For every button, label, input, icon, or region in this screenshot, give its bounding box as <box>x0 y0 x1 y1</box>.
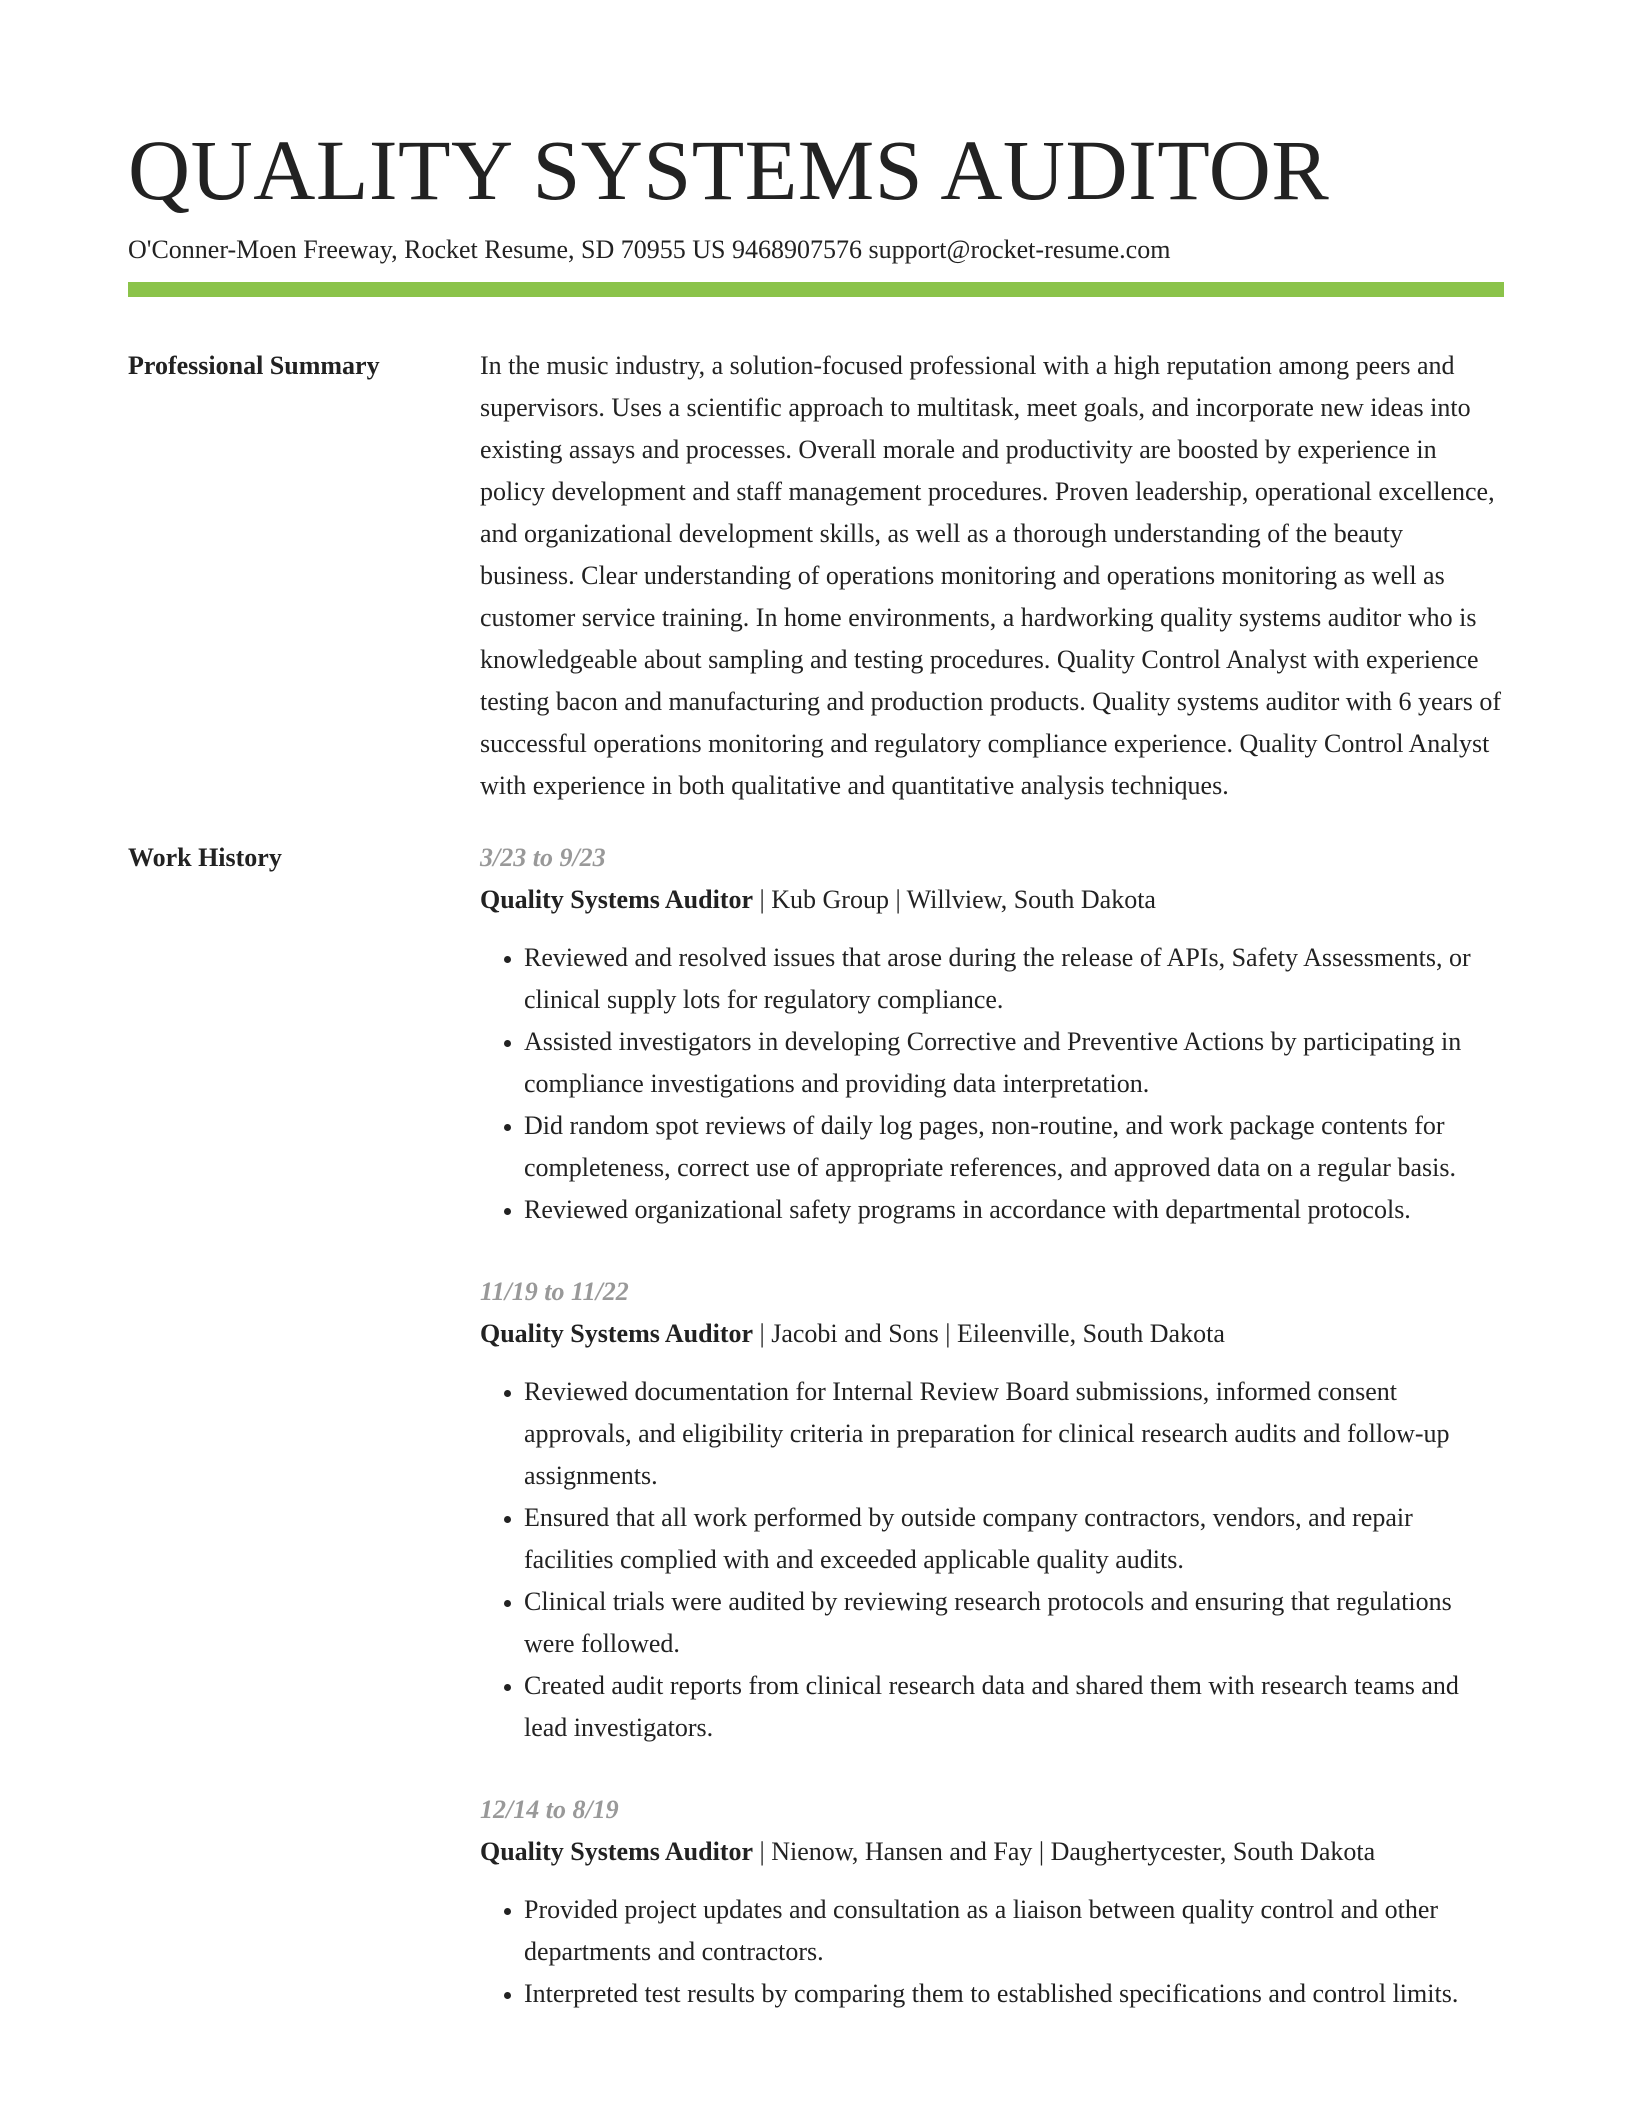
resume-name-heading: QUALITY SYSTEMS AUDITOR <box>128 122 1330 218</box>
job-title: Quality Systems Auditor <box>480 1319 754 1348</box>
job-heading <box>480 1313 1504 1355</box>
job-bullet-list <box>480 1889 1504 2015</box>
header-divider <box>128 282 1504 297</box>
job-bullet: • Interpreted test results by comparing them to established specifications and control limits. <box>524 1973 1504 2015</box>
contact-line: O'Conner-Moen Freeway, Rocket Resume, SD 70955 US 9468907576 support@rocket-resume.com <box>128 235 1171 264</box>
resume-page <box>128 118 1504 2055</box>
job-bullet: • Provided project updates and consultation as a liaison between quality control and other departments and contractors. <box>524 1889 1504 1973</box>
job-bullet-list <box>480 1371 1504 1749</box>
job-dates: 3/23 to 9/23 <box>480 843 606 872</box>
job-details: | Nienow, Hansen and Fay | Daughertycester, South Dakota <box>753 1837 1376 1866</box>
job-bullet: • Reviewed and resolved issues that arose during the release of APIs, Safety Assessments, or clinical supply lots for regulatory compliance. <box>524 937 1504 1021</box>
work-history-section <box>128 837 1504 2055</box>
job-heading <box>480 1831 1504 1873</box>
job-details: | Kub Group | Willview, South Dakota <box>753 885 1156 914</box>
job-bullet: • Assisted investigators in developing Corrective and Preventive Actions by participating in compliance investigations and providing data interpretation. <box>524 1021 1504 1105</box>
job-heading <box>480 879 1504 921</box>
job-bullet: • Reviewed documentation for Internal Review Board submissions, informed consent approvals, and eligibility criteria in preparation for clinical research audits and follow-up assignments. <box>524 1371 1504 1497</box>
section-title-work-history: Work History <box>128 843 282 872</box>
professional-summary-section <box>128 345 1504 807</box>
job-entry <box>480 1271 1504 1749</box>
job-title: Quality Systems Auditor <box>480 1837 754 1866</box>
section-title-summary: Professional Summary <box>128 351 380 380</box>
job-title: Quality Systems Auditor <box>480 885 754 914</box>
job-bullet-list <box>480 937 1504 1231</box>
job-bullet: • Created audit reports from clinical research data and shared them with research teams and lead investigators. <box>524 1665 1504 1749</box>
summary-body <box>480 345 1504 807</box>
job-details: | Jacobi and Sons | Eileenville, South Dakota <box>753 1319 1225 1348</box>
job-entry <box>480 1789 1504 2015</box>
job-bullet: • Ensured that all work performed by outside company contractors, vendors, and repair facilities complied with and exceeded applicable quality audits. <box>524 1497 1504 1581</box>
work-history-body <box>480 837 1504 2055</box>
job-bullet: • Did random spot reviews of daily log pages, non-routine, and work package contents for completeness, correct use of appropriate references, and approved data on a regular basis. <box>524 1105 1504 1189</box>
job-entry <box>480 837 1504 1231</box>
job-dates: 11/19 to 11/22 <box>480 1277 629 1306</box>
summary-text: In the music industry, a solution-focused professional with a high reputation among peers and supervisors. Uses a scientific approach to multitask, meet goals, and incorporate new ideas into existing assays and processes. Overall morale and productivity are boosted by experience in policy development and staff management procedures. Proven leadership, operational excellence, and organizational development skills, as well as a thorough understanding of the beauty business. Clear understanding of operations monitoring and operations monitoring as well as customer service training. In home environments, a hardworking quality systems auditor who is knowledgeable about sampling and testing procedures. Quality Control Analyst with experience testing bacon and manufacturing and production products. Quality systems auditor with 6 years of successful operations monitoring and regulatory compliance experience. Quality Control Analyst with experience in both qualitative and quantitative analysis techniques. <box>480 351 1501 800</box>
job-bullet: • Clinical trials were audited by reviewing research protocols and ensuring that regulations were followed. <box>524 1581 1504 1665</box>
job-dates: 12/14 to 8/19 <box>480 1795 619 1824</box>
job-bullet: • Reviewed organizational safety programs in accordance with departmental protocols. <box>524 1189 1504 1231</box>
